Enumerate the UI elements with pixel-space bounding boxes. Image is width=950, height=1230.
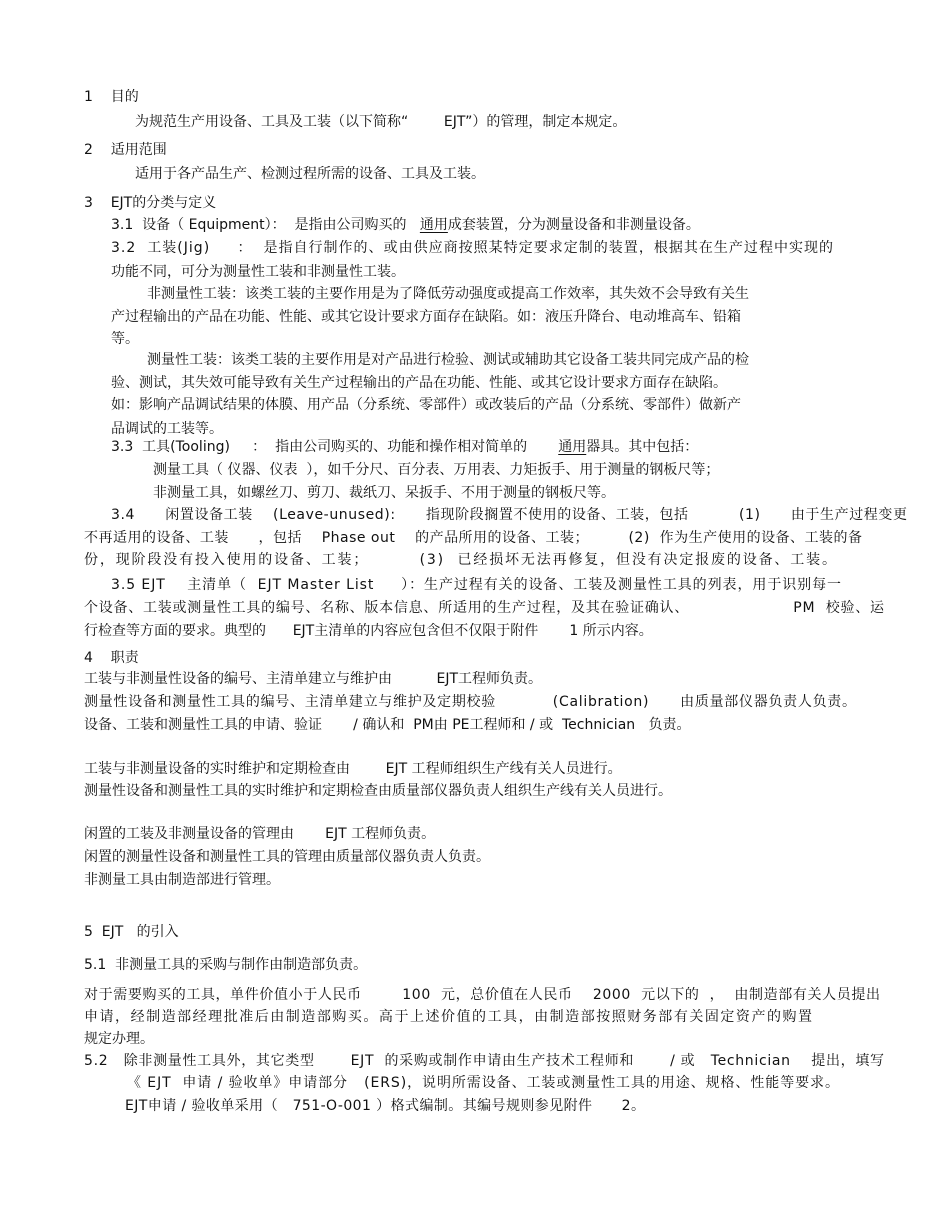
underlined-term: 通用: [558, 439, 587, 455]
doc-line: 测量工具（ 仪器、仪表 ），如千分尺、百分表、万用表、力矩扳手、用于测量的钢板尺等；: [153, 462, 720, 478]
doc-line: 3.2 工装(Jig) ： 是指自行制作的、或由供应商按照某特定要求定制的装置，根据其在生产过程中实现的: [111, 240, 835, 256]
doc-line: 《 EJT 申请 / 验收单》申请部分 (ERS)，说明所需设备、工装或测量性工具的用途、规格、性能等要求。: [127, 1075, 840, 1091]
doc-line: [111, 438, 698, 456]
doc-line: [111, 216, 700, 234]
doc-line: 闲置的工装及非测量设备的管理由 EJT 工程师负责。: [84, 826, 436, 842]
doc-line: 非测量工具由制造部进行管理。: [84, 872, 280, 888]
doc-line: 申请，经制造部经理批准后由制造部购买。高于上述价值的工具，由制造部按照财务部有关固定资产的购置: [84, 1009, 814, 1025]
doc-line: 闲置的测量性设备和测量性工具的管理由质量部仪器负责人负责。: [84, 849, 490, 865]
line-segment: 3.1 设备（ Equipment）： 是指由公司购买的: [111, 217, 420, 233]
doc-line: 测量性设备和测量性工具的编号、主清单建立与维护及定期校验 (Calibration) 由质量部仪器负责人负责。: [84, 694, 857, 710]
doc-line: 5.1 非测量工具的采购与制作由制造部负责。: [84, 957, 368, 973]
doc-line: 3.4 闲置设备工装 (Leave-unused): 指现阶段搁置不使用的设备、工装，包括 (1) 由于生产过程变更: [111, 507, 908, 523]
doc-line: 设备、工装和测量性工具的申请、验证 / 确认和 PM由 PE工程师和 / 或 Technician 负责。: [84, 717, 691, 733]
doc-line: 验、测试，其失效可能导致有关生产过程输出的产品在功能、性能、或其它设计要求方面存在缺陷。: [111, 375, 727, 391]
doc-line: 非测量性工装：该类工装的主要作用是为了降低劳动强度或提高工作效率，其失效不会导致有关生: [147, 286, 749, 302]
doc-line: 3 EJT的分类与定义: [84, 195, 217, 211]
doc-line: 等。: [111, 331, 139, 347]
doc-line: EJT申请 / 验收单采用（ 751-O-001 ）格式编制。其编号规则参见附件 2。: [125, 1098, 646, 1114]
doc-line: 5.2 除非测量性工具外，其它类型 EJT 的采购或制作申请由生产技术工程师和 / 或 Technician 提出，填写: [84, 1053, 885, 1069]
doc-line: 工装与非测量设备的实时维护和定期检查由 EJT 工程师组织生产线有关人员进行。: [84, 761, 622, 777]
doc-line: 适用于各产品生产、检测过程所需的设备、工具及工装。: [135, 166, 485, 182]
doc-line: 行检查等方面的要求。典型的 EJT主清单的内容应包含但不仅限于附件 1 所示内容。: [84, 623, 653, 639]
doc-line: 测量性工装：该类工装的主要作用是对产品进行检验、测试或辅助其它设备工装共同完成产品的检: [147, 352, 749, 368]
line-segment: 3.3 工具(Tooling) ： 指由公司购买的、功能和操作相对简单的: [111, 439, 559, 455]
line-segment: 器具。其中包括：: [586, 439, 699, 455]
doc-line: 产过程输出的产品在功能、性能、或其它设计要求方面存在缺陷。如：液压升降台、电动堆高车、铅箱: [111, 309, 741, 325]
doc-line: 工装与非测量性设备的编号、主清单建立与维护由 EJT工程师负责。: [84, 671, 543, 687]
doc-line: 为规范生产用设备、工具及工装（以下简称“ EJT”）的管理，制定本规定。: [135, 114, 627, 130]
doc-line: 规定办理。: [84, 1031, 154, 1047]
doc-line: 不再适用的设备、工装 ，包括 Phase out 的产品所用的设备、工装； (2) 作为生产使用的设备、工装的备: [84, 530, 863, 546]
doc-line: 功能不同，可分为测量性工装和非测量性工装。: [111, 264, 405, 280]
doc-line: 5 EJT 的引入: [84, 924, 179, 940]
doc-line: 2 适用范围: [84, 142, 167, 158]
doc-line: 个设备、工装或测量性工具的编号、名称、版本信息、所适用的生产过程，及其在验证确认、 PM 校验、运: [84, 600, 885, 616]
underlined-term: 通用: [419, 217, 448, 233]
doc-line: 非测量工具，如螺丝刀、剪刀、裁纸刀、呆扳手、不用于测量的钢板尺等。: [153, 485, 615, 501]
doc-line: 份，现阶段没有投入使用的设备、工装； (3) 已经损坏无法再修复，但没有决定报废的设备、工装。: [84, 552, 838, 568]
doc-line: 如：影响产品调试结果的体膜、用产品（分系统、零部件）或改装后的产品（分系统、零部件）做新产: [111, 397, 741, 413]
doc-line: 测量性设备和测量性工具的实时维护和定期检查由质量部仪器负责人组织生产线有关人员进行。: [84, 783, 672, 799]
doc-line: 1 目的: [84, 89, 139, 105]
doc-line: 品调试的工装等。: [111, 421, 223, 437]
doc-line: 4 职责: [84, 650, 139, 666]
doc-line: 3.5 EJT 主清单（ EJT Master List ）：生产过程有关的设备、工装及测量性工具的列表，用于识别每一: [111, 577, 842, 593]
doc-line: 对于需要购买的工具，单件价值小于人民币 100 元，总价值在人民币 2000 元以下的 ， 由制造部有关人员提出: [84, 987, 881, 1003]
line-segment: 成套装置，分为测量设备和非测量设备。: [447, 217, 700, 233]
